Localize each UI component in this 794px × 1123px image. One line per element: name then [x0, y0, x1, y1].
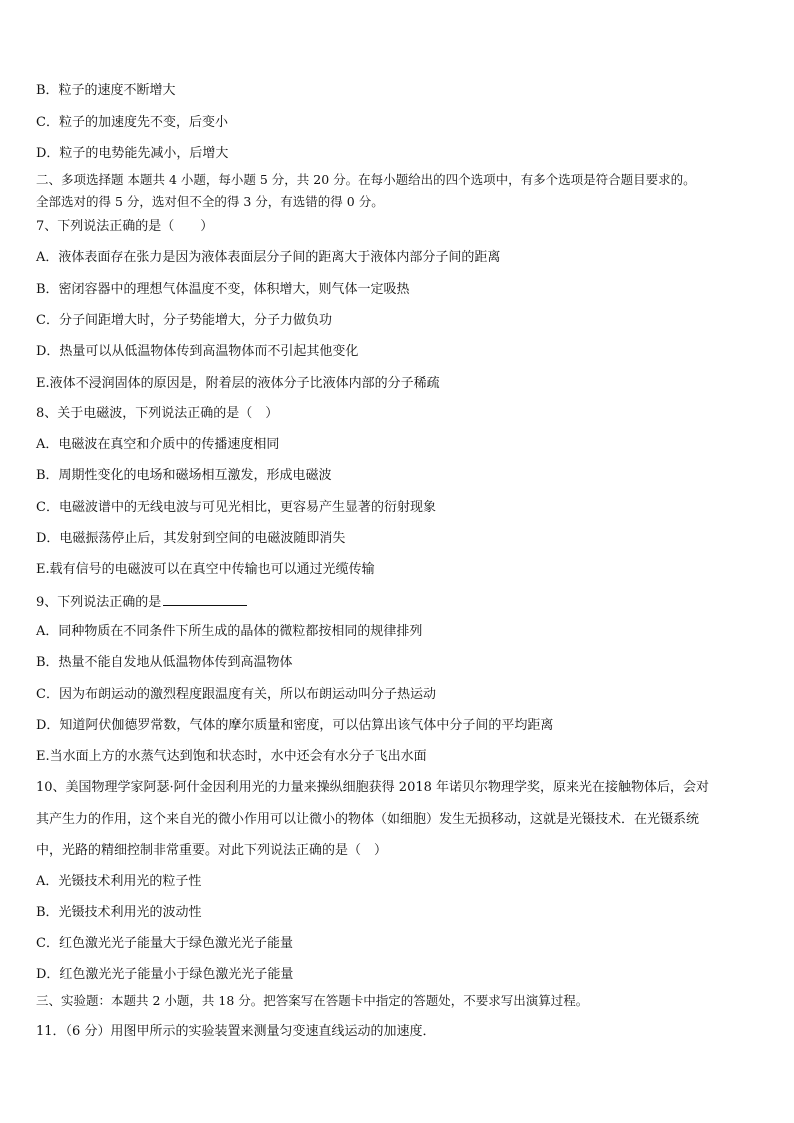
section-3-heading: 三、实验题：本题共 2 小题，共 18 分。把答案写在答题卡中指定的答题处，不要求写出演算过程。: [36, 993, 589, 1008]
option-9b: B．热量不能自发地从低温物体传到高温物体: [36, 655, 293, 670]
option-8b: B．周期性变化的电场和磁场相互激发，形成电磁波: [36, 468, 332, 483]
option-8a: A．电磁波在真空和介质中的传播速度相同: [36, 437, 280, 452]
question-7: 7、下列说法正确的是（ ）: [36, 219, 214, 234]
option-8d: D．电磁振荡停止后，其发射到空间的电磁波随即消失: [36, 531, 346, 546]
option-10b: B．光镊技术利用光的波动性: [36, 905, 202, 920]
option-9a: A．同种物质在不同条件下所生成的晶体的微粒都按相同的规律排列: [36, 624, 423, 639]
option-10a: A．光镊技术利用光的粒子性: [36, 874, 202, 889]
option-7b: B．密闭容器中的理想气体温度不变，体积增大，则气体一定吸热: [36, 282, 410, 297]
option-6b: B．粒子的速度不断增大: [36, 83, 176, 98]
option-9e: E.当水面上方的水蒸气达到饱和状态时，水中还会有水分子飞出水面: [36, 749, 427, 764]
option-6d: D．粒子的电势能先减小，后增大: [36, 146, 229, 161]
option-8e: E.载有信号的电磁波可以在真空中传输也可以通过光缆传输: [36, 562, 375, 577]
option-7a: A．液体表面存在张力是因为液体表面层分子间的距离大于液体内部分子间的距离: [36, 250, 501, 265]
question-9: [36, 593, 766, 611]
question-10-cont-2: 中，光路的精细控制非常重要。对此下列说法正确的是（ ）: [36, 843, 388, 858]
section-2-heading: 二、多项选择题 本题共 4 小题，每小题 5 分，共 20 分。在每小题给出的四个选项中，有多个选项是符合题目要求的。: [36, 172, 696, 187]
option-7e: E.液体不浸润固体的原因是，附着层的液体分子比液体内部的分子稀疏: [36, 376, 440, 391]
option-10d: D．红色激光光子能量小于绿色激光光子能量: [36, 967, 294, 982]
option-9d: D．知道阿伏伽德罗常数，气体的摩尔质量和密度，可以估算出该气体中分子间的平均距离: [36, 718, 554, 733]
option-6c: C．粒子的加速度先不变，后变小: [36, 115, 228, 130]
option-8c: C．电磁波谱中的无线电波与可见光相比，更容易产生显著的衍射现象: [36, 500, 436, 515]
answer-blank: [163, 593, 247, 606]
question-10: 10、美国物理学家阿瑟·阿什金因利用光的力量来操纵细胞获得 2018 年诺贝尔物理学奖，原来光在接触物体后，会对: [36, 780, 710, 795]
section-2-heading-cont: 全部选对的得 5 分，选对但不全的得 3 分，有选错的得 0 分。: [36, 194, 384, 209]
option-9c: C．因为布朗运动的激烈程度跟温度有关，所以布朗运动叫分子热运动: [36, 687, 436, 702]
question-11: 11．（6 分）用图甲所示的实验装置来测量匀变速直线运动的加速度．: [36, 1024, 436, 1039]
question-10-cont-1: 其产生力的作用，这个来自光的微小作用可以让微小的物体（如细胞）发生无损移动，这就是光镊技术．在光镊系统: [36, 812, 700, 827]
option-10c: C．红色激光光子能量大于绿色激光光子能量: [36, 936, 293, 951]
option-7c: C．分子间距增大时，分子势能增大，分子力做负功: [36, 313, 332, 328]
option-7d: D．热量可以从低温物体传到高温物体而不引起其他变化: [36, 344, 359, 359]
question-9-text: 9、下列说法正确的是: [36, 595, 162, 610]
question-8: 8、关于电磁波，下列说法正确的是（ ）: [36, 406, 279, 421]
